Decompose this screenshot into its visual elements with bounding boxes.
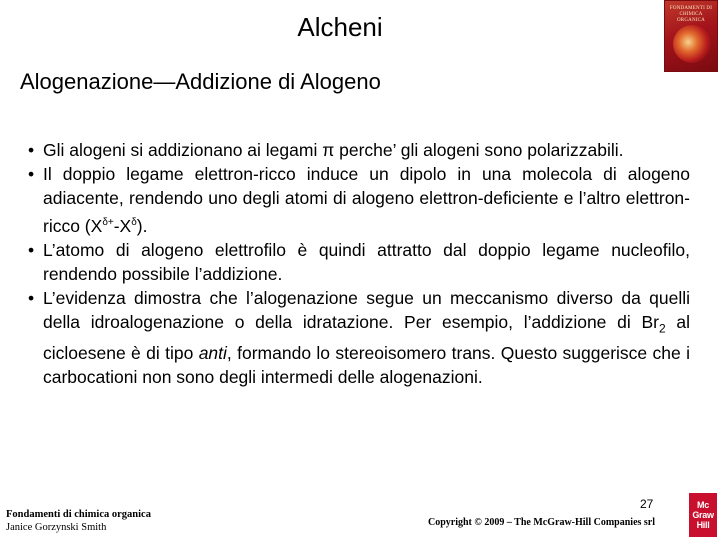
footer-book-info [6,508,151,534]
bullet-text: al cicloesene è di tipo [43,312,690,363]
bullet-item [28,286,690,389]
bullet-item [28,162,690,237]
logo-line: Graw [692,510,714,520]
bullet-item [28,138,690,162]
bullet-dot-icon: • [28,239,35,260]
bullet-dot-icon: • [28,140,35,160]
logo-line: Mc [697,500,709,510]
partial-charge-positive: δ+ [102,216,114,228]
partial-charge-negative: δ [131,216,137,228]
copyright-notice: Copyright © 2009 – The McGraw-Hill Companies srl [428,517,656,528]
bullet-text: ). [136,215,148,236]
slide-subtitle: Alogenazione—Addizione di Alogeno [20,69,381,94]
bullet-list [28,138,690,389]
italic-anti: anti [198,342,227,363]
bullet-dot-icon: • [28,164,35,185]
bullet-text: Gli alogeni si addizionano ai legami π perche’ gli alogeni sono polarizzabili. [43,140,624,160]
slide-title: Alcheni [297,12,383,42]
bullet-text: Il doppio legame elettron-ricco induce un dipolo in una molecola di alogeno adiacente, rendendo uno degli atomi di alogeno elettron-deficiente e l’altro elettron-ricco (X [43,164,690,236]
bullet-dot-icon: • [28,288,35,309]
bullet-text: L’atomo di alogeno elettrofilo è quindi attratto dal doppio legame nucleofilo, rendendo possibile l’addizione. [43,239,690,284]
book-cover-title: FONDAMENTI DI CHIMICA ORGANICA [669,6,713,23]
bullet-item [28,238,690,286]
bullet-text: -X [113,215,132,236]
subscript-2: 2 [658,321,666,336]
bullet-text: , formando lo stereoisomero trans. Questo suggerisce che i carbocationi non sono degli intermedi delle alogenazioni. [43,342,690,388]
book-cover-image [664,0,718,72]
mcgraw-hill-logo [688,492,718,538]
logo-line: Hill [696,520,710,530]
bullet-text: L’evidenza dimostra che l’alogenazione segue un meccanismo diverso da quelli della idroalogenazione o della idratazione. Per esempio, l’addizione di Br [43,288,690,333]
footer-author: Janice Gorzynski Smith [6,522,107,533]
page-number: 27 [640,497,654,511]
cover-flower-graphic [673,25,711,63]
footer-book-title: Fondamenti di chimica organica [6,509,151,520]
